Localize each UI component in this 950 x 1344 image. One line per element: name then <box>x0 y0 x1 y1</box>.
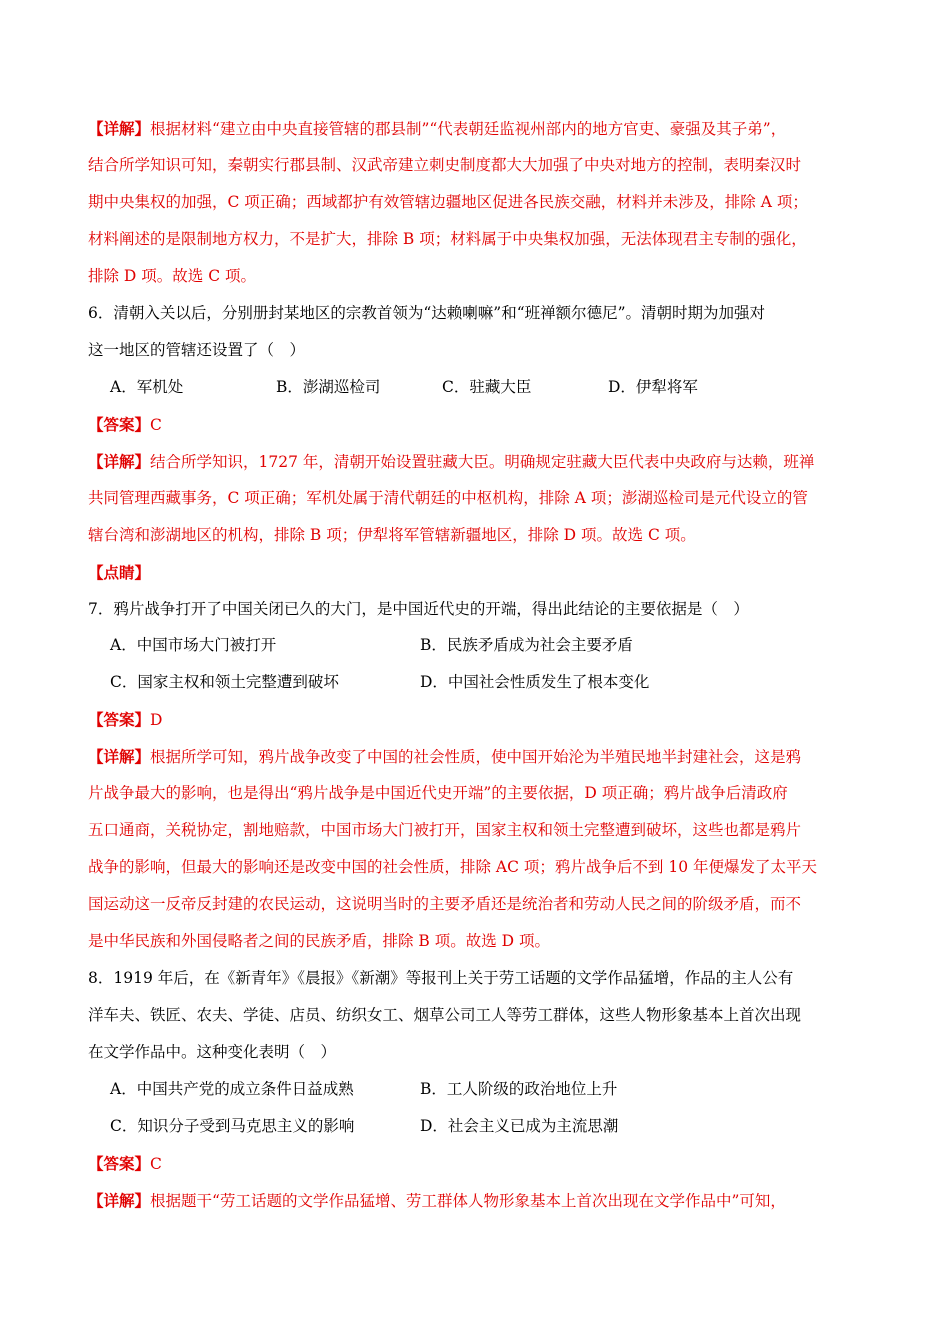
answer-line <box>88 701 862 738</box>
explanation-line: 【详解】根据材料“建立由中央直接管辖的郡县制”“代表朝廷监视州部内的地方官吏、豪强及其子弟”， <box>88 119 787 138</box>
option-b: B．澎湖巡检司 <box>276 378 381 396</box>
option-d: D．伊犁将军 <box>608 378 698 396</box>
explanation-line: 【详解】根据所学可知，鸦片战争改变了中国的社会性质，使中国开始沦为半殖民地半封建社会，这是鸦 <box>88 747 802 766</box>
option-b: B．工人阶级的政治地位上升 <box>420 1080 618 1098</box>
options-row <box>88 627 862 664</box>
explanation-tag: 【详解】 <box>88 452 151 471</box>
explanation-line: 辖台湾和澎湖地区的机构，排除 B 项；伊犁将军管辖新疆地区，排除 D 项。故选 C 项。 <box>88 526 696 544</box>
option-c: C．驻藏大臣 <box>442 378 532 396</box>
question-stem: 7．鸦片战争打开了中国关闭已久的大门，是中国近代史的开端，得出此结论的主要依据是（ ） <box>88 600 749 618</box>
explanation-line: 国运动这一反帝反封建的农民运动，这说明当时的主要矛盾还是统治者和劳动人民之间的阶级矛盾，而不 <box>88 895 802 913</box>
answer-tag: 【答案】 <box>88 1154 151 1173</box>
options-row <box>88 1108 862 1145</box>
explanation-line: 排除 D 项。故选 C 项。 <box>88 267 256 285</box>
explanation-tag: 【详解】 <box>88 747 151 766</box>
explanation-line: 结合所学知识可知，秦朝实行郡县制、汉武帝建立刺史制度都大大加强了中央对地方的控制，表明秦汉时 <box>88 156 802 174</box>
answer-line <box>88 1145 862 1182</box>
options-row <box>88 664 862 701</box>
explanation-line: 是中华民族和外国侵略者之间的民族矛盾，排除 B 项。故选 D 项。 <box>88 932 551 950</box>
explanation-line: 共同管理西藏事务，C 项正确；军机处属于清代朝廷的中枢机构，排除 A 项；澎湖巡检司是元代设立的管 <box>88 489 808 507</box>
explanation-line: 期中央集权的加强，C 项正确；西域都护有效管辖边疆地区促进各民族交融，材料并未涉及，排除 A 项； <box>88 193 808 211</box>
question-stem: 在文学作品中。这种变化表明（ ） <box>88 1043 337 1061</box>
option-a: A．军机处 <box>110 378 184 396</box>
explanation-line: 战争的影响，但最大的影响还是改变中国的社会性质，排除 AC 项；鸦片战争后不到 10 年便爆发了太平天 <box>88 858 817 876</box>
answer-value: D <box>150 711 163 729</box>
answer-tag: 【答案】 <box>88 710 151 729</box>
option-c: C．知识分子受到马克思主义的影响 <box>110 1117 355 1135</box>
option-a: A．中国共产党的成立条件日益成熟 <box>110 1080 354 1098</box>
answer-value: C <box>150 416 162 434</box>
explanation-line: 【详解】结合所学知识，1727 年，清朝开始设置驻藏大臣。明确规定驻藏大臣代表中央政府与达赖，班禅 <box>88 452 815 471</box>
document-content <box>88 110 862 1219</box>
options-row <box>88 369 862 406</box>
explanation-line: 片战争最大的影响，也是得出“鸦片战争是中国近代史开端”的主要依据，D 项正确；鸦片战争后清政府 <box>88 784 788 802</box>
explanation-tag: 【详解】 <box>88 1191 151 1210</box>
question-8 <box>88 960 862 1219</box>
question-7 <box>88 591 862 960</box>
option-a: A．中国市场大门被打开 <box>110 636 277 654</box>
explanation-q5 <box>88 110 862 295</box>
option-c: C．国家主权和领土完整遭到破坏 <box>110 673 339 691</box>
options-row <box>88 1071 862 1108</box>
option-d: D．中国社会性质发生了根本变化 <box>420 673 650 691</box>
question-stem: 这一地区的管辖还设置了（ ） <box>88 341 306 359</box>
note-tag: 【点睛】 <box>88 563 151 582</box>
question-stem: 6．清朝入关以后，分别册封某地区的宗教首领为“达赖喇嘛”和“班禅额尔德尼”。清朝时期为加强对 <box>88 304 766 322</box>
explanation-line: 材料阐述的是限制地方权力，不是扩大，排除 B 项；材料属于中央集权加强，无法体现君主专制的强化， <box>88 230 807 248</box>
question-stem: 洋车夫、铁匠、农夫、学徒、店员、纺织女工、烟草公司工人等劳工群体，这些人物形象基本上首次出现 <box>88 1006 802 1024</box>
answer-value: C <box>150 1155 162 1173</box>
answer-line <box>88 406 862 443</box>
answer-tag: 【答案】 <box>88 415 151 434</box>
question-6 <box>88 295 862 591</box>
option-d: D．社会主义已成为主流思潮 <box>420 1117 619 1135</box>
question-stem: 8．1919 年后，在《新青年》《晨报》《新潮》等报刊上关于劳工话题的文学作品猛增，作品的主人公有 <box>88 969 794 987</box>
option-b: B．民族矛盾成为社会主要矛盾 <box>420 636 633 654</box>
explanation-line: 【详解】根据题干“劳工话题的文学作品猛增、劳工群体人物形象基本上首次出现在文学作品中”可知， <box>88 1191 786 1210</box>
explanation-tag: 【详解】 <box>88 119 151 138</box>
explanation-line: 五口通商，关税协定，割地赔款，中国市场大门被打开，国家主权和领土完整遭到破坏，这些也都是鸦片 <box>88 821 802 839</box>
